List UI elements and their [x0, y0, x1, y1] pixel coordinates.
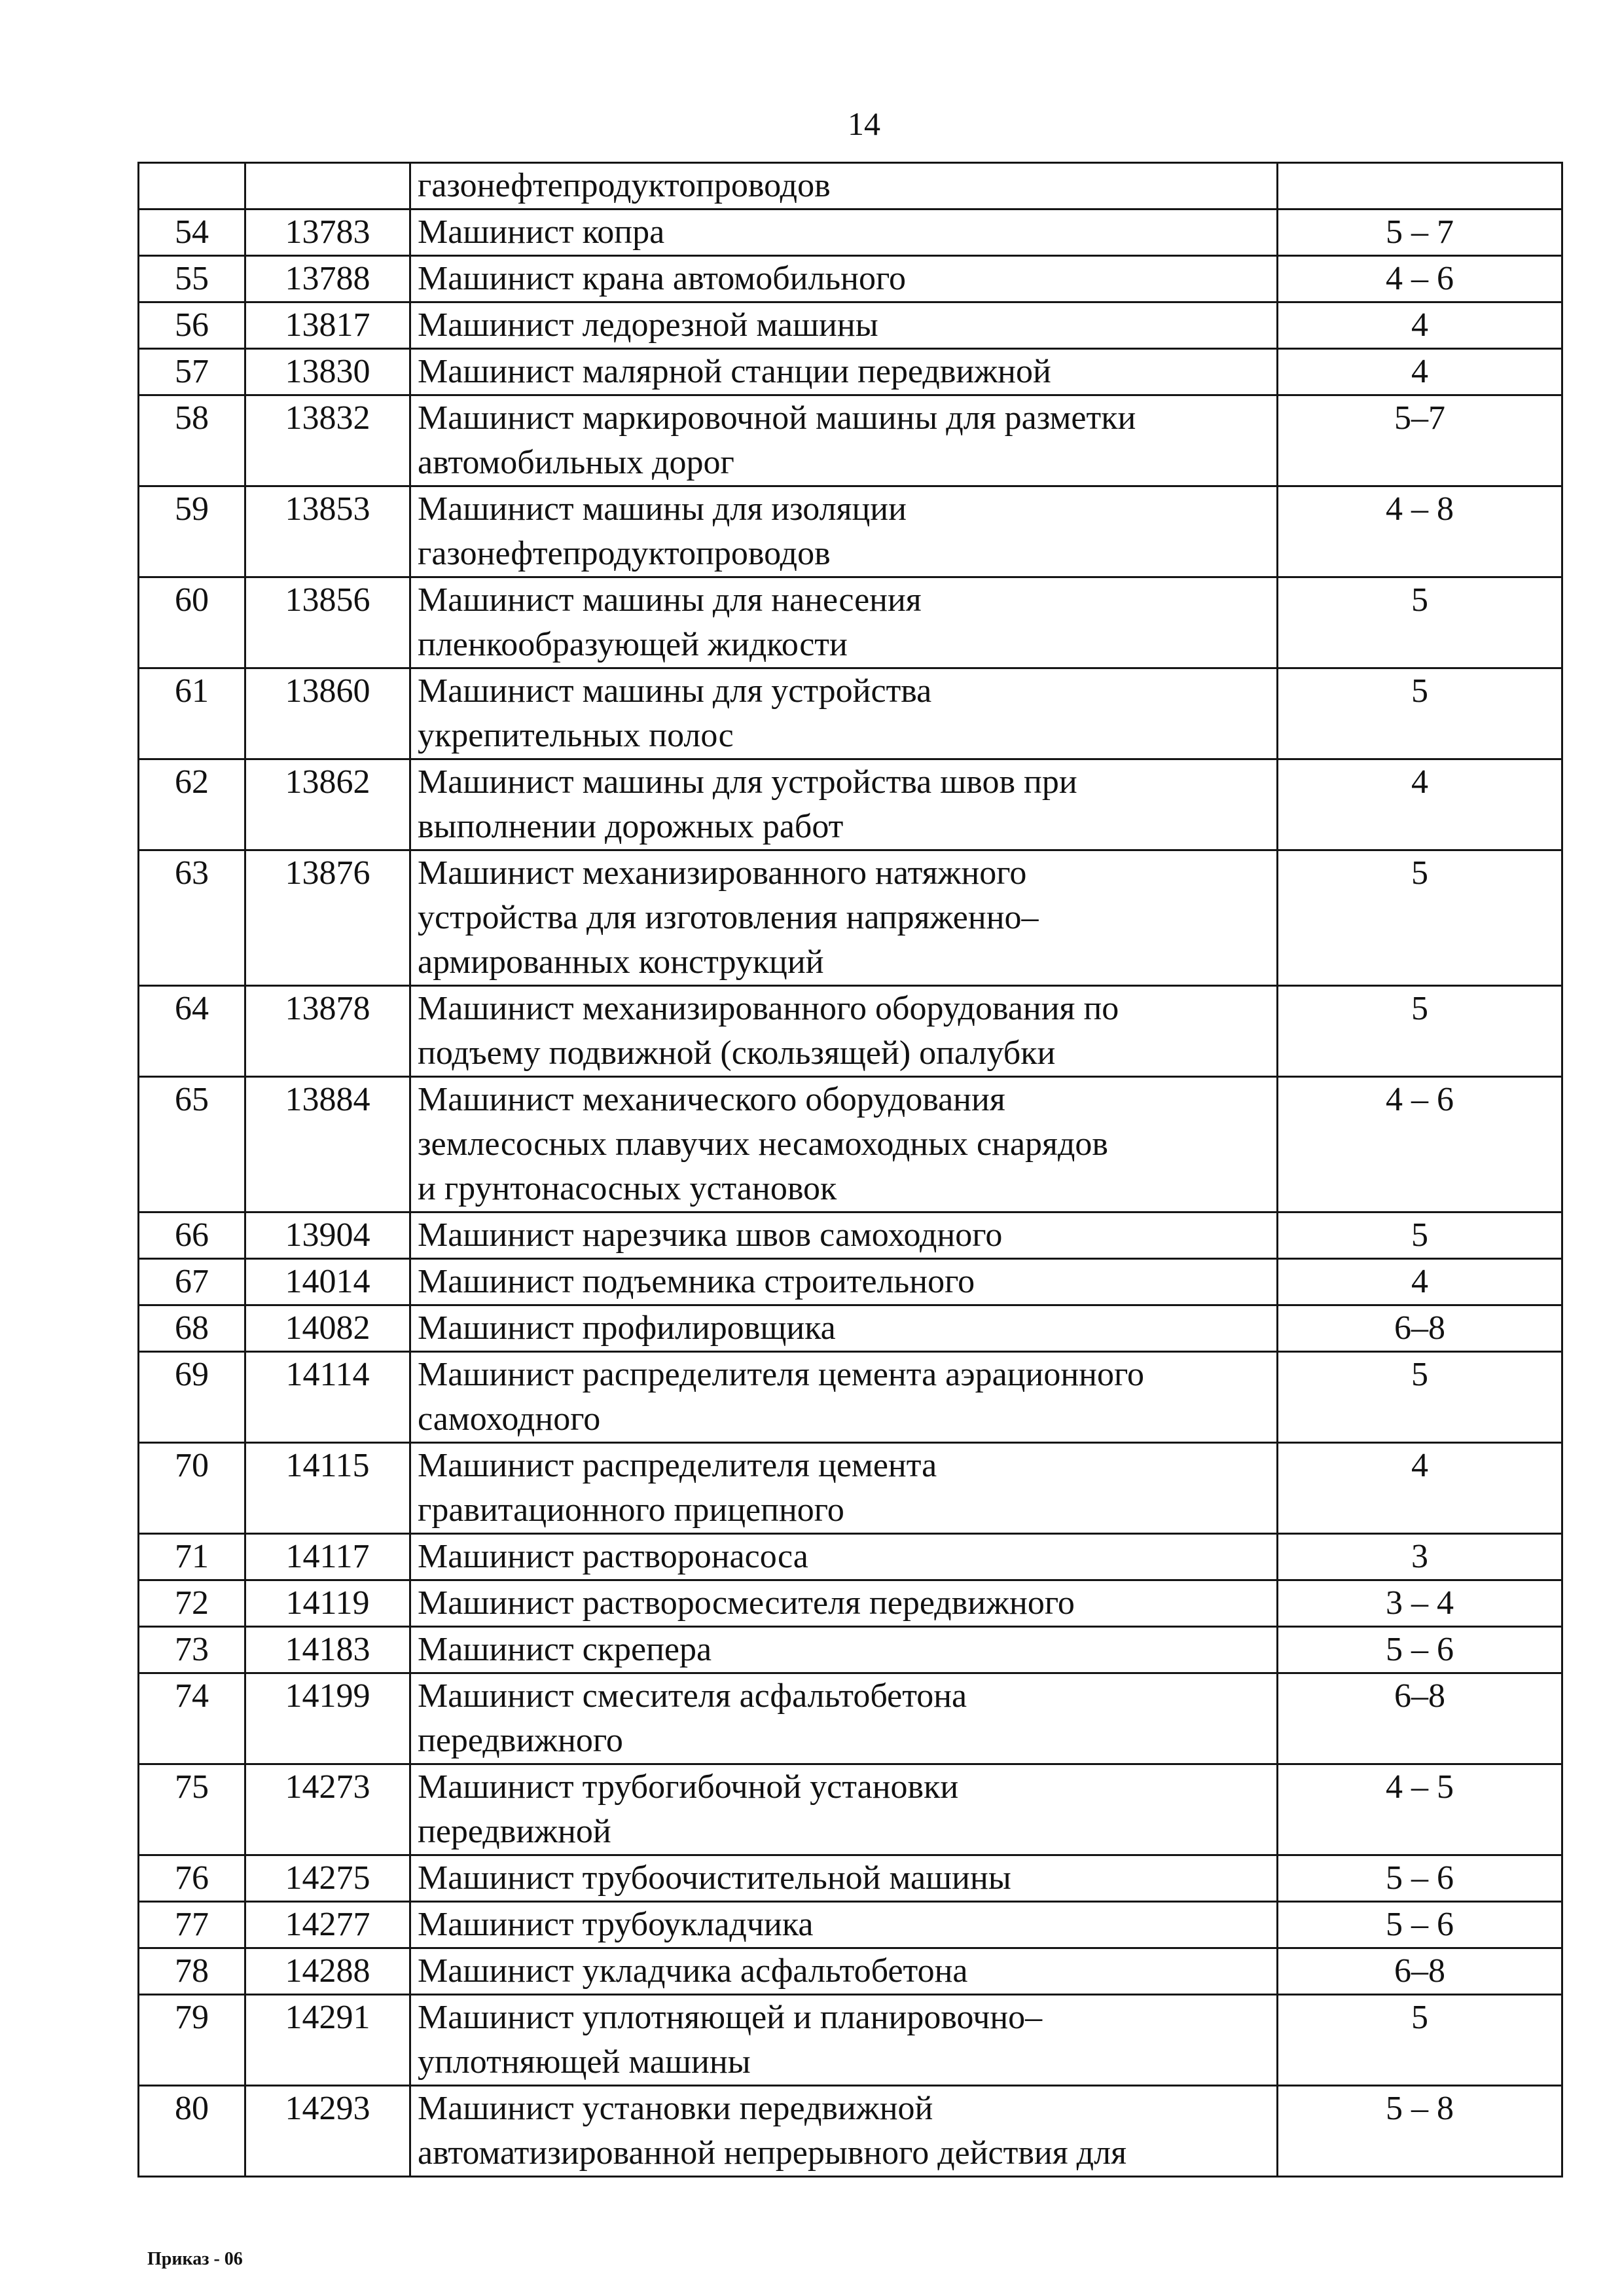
row-number: 64 — [139, 986, 245, 1077]
profession-name-line: укрепительных полос — [418, 717, 734, 754]
grade-range: 4 – 6 — [1278, 1077, 1562, 1212]
profession-code: 13862 — [245, 759, 410, 850]
grade-range: 4 — [1278, 349, 1562, 395]
row-number: 68 — [139, 1305, 245, 1352]
profession-name-line: Машинист трубоочистительной машины — [418, 1859, 1011, 1897]
profession-code: 14014 — [245, 1259, 410, 1305]
profession-name-line: Машинист скрепера — [418, 1631, 712, 1668]
table-row — [139, 577, 1562, 668]
table-row — [139, 302, 1562, 349]
profession-name-line: пленкообразующей жидкости — [418, 626, 848, 663]
table-row — [139, 349, 1562, 395]
row-number: 59 — [139, 486, 245, 577]
profession-name-line: уплотняющей машины — [418, 2043, 751, 2081]
row-number: 71 — [139, 1534, 245, 1580]
grade-range: 6–8 — [1278, 1673, 1562, 1764]
footer-note: Приказ - 06 — [147, 2249, 243, 2269]
profession-name-line: Машинист ледорезной машины — [418, 306, 878, 344]
profession-name — [410, 577, 1278, 668]
profession-code: 14293 — [245, 2086, 410, 2177]
profession-name-line: Машинист маркировочной машины для разметки — [418, 399, 1136, 437]
profession-name-line: Машинист распределителя цемента — [418, 1447, 937, 1484]
grade-range: 6–8 — [1278, 1948, 1562, 1995]
profession-code — [245, 163, 410, 210]
grade-range: 5–7 — [1278, 395, 1562, 486]
table-row — [139, 1305, 1562, 1352]
profession-name-line: Машинист малярной станции передвижной — [418, 353, 1051, 390]
profession-name — [410, 302, 1278, 349]
page-number: 14 — [848, 105, 880, 142]
profession-name-line: устройства для изготовления напряженно– — [418, 899, 1039, 936]
table-row — [139, 850, 1562, 986]
table-row — [139, 1948, 1562, 1995]
grade-range: 3 — [1278, 1534, 1562, 1580]
profession-name — [410, 1077, 1278, 1212]
table-row — [139, 395, 1562, 486]
row-number: 55 — [139, 256, 245, 302]
profession-name-line: Машинист смесителя асфальтобетона — [418, 1677, 967, 1715]
grade-range: 5 – 6 — [1278, 1627, 1562, 1673]
table-row — [139, 1855, 1562, 1902]
profession-name — [410, 395, 1278, 486]
table-row — [139, 759, 1562, 850]
row-number: 54 — [139, 210, 245, 256]
profession-code: 14288 — [245, 1948, 410, 1995]
grade-range: 5 – 8 — [1278, 2086, 1562, 2177]
profession-code: 13856 — [245, 577, 410, 668]
row-number — [139, 163, 245, 210]
profession-name — [410, 1764, 1278, 1855]
profession-name — [410, 759, 1278, 850]
profession-name-line: самоходного — [418, 1400, 601, 1438]
grade-range — [1278, 163, 1562, 210]
profession-code: 13832 — [245, 395, 410, 486]
profession-name — [410, 1580, 1278, 1627]
row-number: 65 — [139, 1077, 245, 1212]
profession-code: 14119 — [245, 1580, 410, 1627]
profession-name-line: Машинист уплотняющей и планировочно– — [418, 1999, 1043, 2036]
profession-name-line: Машинист нарезчика швов самоходного — [418, 1216, 1003, 1254]
grade-range: 4 — [1278, 1259, 1562, 1305]
profession-name — [410, 1305, 1278, 1352]
table-row — [139, 1764, 1562, 1855]
profession-name-line: газонефтепродуктопроводов — [418, 535, 831, 572]
table-row — [139, 163, 1562, 210]
profession-name — [410, 1995, 1278, 2086]
row-number: 56 — [139, 302, 245, 349]
profession-name — [410, 1352, 1278, 1443]
table-row — [139, 1212, 1562, 1259]
row-number: 57 — [139, 349, 245, 395]
grade-range: 5 – 7 — [1278, 210, 1562, 256]
profession-name-line: Машинист механического оборудования — [418, 1081, 1005, 1118]
grade-range: 4 – 8 — [1278, 486, 1562, 577]
profession-code: 13783 — [245, 210, 410, 256]
table-row — [139, 256, 1562, 302]
grade-range: 4 — [1278, 302, 1562, 349]
profession-name — [410, 1855, 1278, 1902]
table-row — [139, 1580, 1562, 1627]
grade-range: 5 — [1278, 986, 1562, 1077]
professions-table — [137, 162, 1563, 2178]
profession-code: 14199 — [245, 1673, 410, 1764]
table-row — [139, 1534, 1562, 1580]
row-number: 69 — [139, 1352, 245, 1443]
profession-code: 13884 — [245, 1077, 410, 1212]
profession-name — [410, 1902, 1278, 1948]
profession-name-line: Машинист распределителя цемента аэрационного — [418, 1356, 1145, 1393]
profession-name-line: Машинист машины для устройства — [418, 672, 932, 710]
row-number: 67 — [139, 1259, 245, 1305]
grade-range: 6–8 — [1278, 1305, 1562, 1352]
profession-name — [410, 486, 1278, 577]
grade-range: 4 — [1278, 759, 1562, 850]
profession-code: 14082 — [245, 1305, 410, 1352]
table-row — [139, 1259, 1562, 1305]
row-number: 70 — [139, 1443, 245, 1534]
row-number: 72 — [139, 1580, 245, 1627]
profession-code: 14277 — [245, 1902, 410, 1948]
profession-name-line: Машинист крана автомобильного — [418, 260, 907, 297]
profession-name — [410, 256, 1278, 302]
grade-range: 3 – 4 — [1278, 1580, 1562, 1627]
profession-name-line: Машинист трубогибочной установки — [418, 1768, 959, 1806]
profession-name-line: и грунтонасосных установок — [418, 1170, 837, 1207]
row-number: 60 — [139, 577, 245, 668]
grade-range: 5 – 6 — [1278, 1902, 1562, 1948]
row-number: 63 — [139, 850, 245, 986]
table-row — [139, 2086, 1562, 2177]
row-number: 80 — [139, 2086, 245, 2177]
profession-name — [410, 210, 1278, 256]
profession-code: 14183 — [245, 1627, 410, 1673]
table-row — [139, 1443, 1562, 1534]
table-row — [139, 1627, 1562, 1673]
row-number: 79 — [139, 1995, 245, 2086]
row-number: 74 — [139, 1673, 245, 1764]
profession-name — [410, 1443, 1278, 1534]
profession-name-line: армированных конструкций — [418, 943, 824, 981]
row-number: 73 — [139, 1627, 245, 1673]
profession-name — [410, 1673, 1278, 1764]
profession-name-line: Машинист укладчика асфальтобетона — [418, 1952, 968, 1990]
profession-code: 14275 — [245, 1855, 410, 1902]
profession-name-line: Машинист копра — [418, 213, 665, 251]
table-body — [139, 163, 1562, 2177]
profession-name-line: Машинист машины для устройства швов при — [418, 763, 1077, 801]
table-row — [139, 986, 1562, 1077]
table-row — [139, 210, 1562, 256]
grade-range: 5 — [1278, 850, 1562, 986]
row-number: 76 — [139, 1855, 245, 1902]
profession-name — [410, 1627, 1278, 1673]
grade-range: 5 — [1278, 1352, 1562, 1443]
table-row — [139, 668, 1562, 759]
table-row — [139, 1995, 1562, 2086]
profession-name-line: Машинист механизированного натяжного — [418, 854, 1027, 892]
profession-name-line: гравитационного прицепного — [418, 1491, 844, 1529]
profession-name-line: Машинист растворосмесителя передвижного — [418, 1584, 1075, 1622]
profession-name — [410, 1948, 1278, 1995]
profession-name-line: Машинист машины для изоляции — [418, 490, 907, 528]
row-number: 62 — [139, 759, 245, 850]
profession-name-line: выполнении дорожных работ — [418, 808, 844, 845]
profession-name-line: Машинист трубоукладчика — [418, 1906, 814, 1943]
row-number: 77 — [139, 1902, 245, 1948]
profession-code: 14115 — [245, 1443, 410, 1534]
profession-code: 13860 — [245, 668, 410, 759]
profession-name-line: землесосных плавучих несамоходных снарядов — [418, 1125, 1108, 1163]
profession-name-line: передвижной — [418, 1813, 611, 1850]
profession-name — [410, 163, 1278, 210]
row-number: 61 — [139, 668, 245, 759]
profession-code: 14291 — [245, 1995, 410, 2086]
profession-code: 14114 — [245, 1352, 410, 1443]
profession-code: 13788 — [245, 256, 410, 302]
profession-code: 13878 — [245, 986, 410, 1077]
profession-code: 14273 — [245, 1764, 410, 1855]
row-number: 75 — [139, 1764, 245, 1855]
table-row — [139, 1673, 1562, 1764]
grade-range: 4 — [1278, 1443, 1562, 1534]
grade-range: 5 — [1278, 1995, 1562, 2086]
profession-name-line: автоматизированной непрерывного действия для — [418, 2134, 1126, 2172]
profession-name-line: автомобильных дорог — [418, 444, 734, 481]
profession-name — [410, 850, 1278, 986]
grade-range: 5 – 6 — [1278, 1855, 1562, 1902]
profession-name — [410, 349, 1278, 395]
profession-name — [410, 668, 1278, 759]
profession-name — [410, 1259, 1278, 1305]
table-row — [139, 1902, 1562, 1948]
profession-name — [410, 2086, 1278, 2177]
profession-name-line: Машинист машины для нанесения — [418, 581, 922, 619]
profession-code: 13830 — [245, 349, 410, 395]
profession-name-line: подъему подвижной (скользящей) опалубки — [418, 1034, 1056, 1072]
profession-name-line: Машинист подъемника строительного — [418, 1263, 975, 1300]
grade-range: 4 – 6 — [1278, 256, 1562, 302]
profession-code: 13876 — [245, 850, 410, 986]
row-number: 66 — [139, 1212, 245, 1259]
grade-range: 5 — [1278, 668, 1562, 759]
profession-name-line: Машинист установки передвижной — [418, 2090, 933, 2127]
profession-name-line: Машинист растворонасоса — [418, 1538, 808, 1575]
grade-range: 4 – 5 — [1278, 1764, 1562, 1855]
row-number: 78 — [139, 1948, 245, 1995]
profession-code: 13817 — [245, 302, 410, 349]
row-number: 58 — [139, 395, 245, 486]
profession-name — [410, 1534, 1278, 1580]
profession-name-line: Машинист механизированного оборудования по — [418, 990, 1119, 1027]
profession-name — [410, 1212, 1278, 1259]
table-row — [139, 1352, 1562, 1443]
profession-code: 13904 — [245, 1212, 410, 1259]
table-row — [139, 486, 1562, 577]
profession-name-line: газонефтепродуктопроводов — [418, 167, 831, 204]
profession-name-line: передвижного — [418, 1722, 623, 1759]
table-row — [139, 1077, 1562, 1212]
grade-range: 5 — [1278, 1212, 1562, 1259]
grade-range: 5 — [1278, 577, 1562, 668]
profession-code: 13853 — [245, 486, 410, 577]
profession-name — [410, 986, 1278, 1077]
profession-name-line: Машинист профилировщика — [418, 1309, 836, 1347]
profession-code: 14117 — [245, 1534, 410, 1580]
